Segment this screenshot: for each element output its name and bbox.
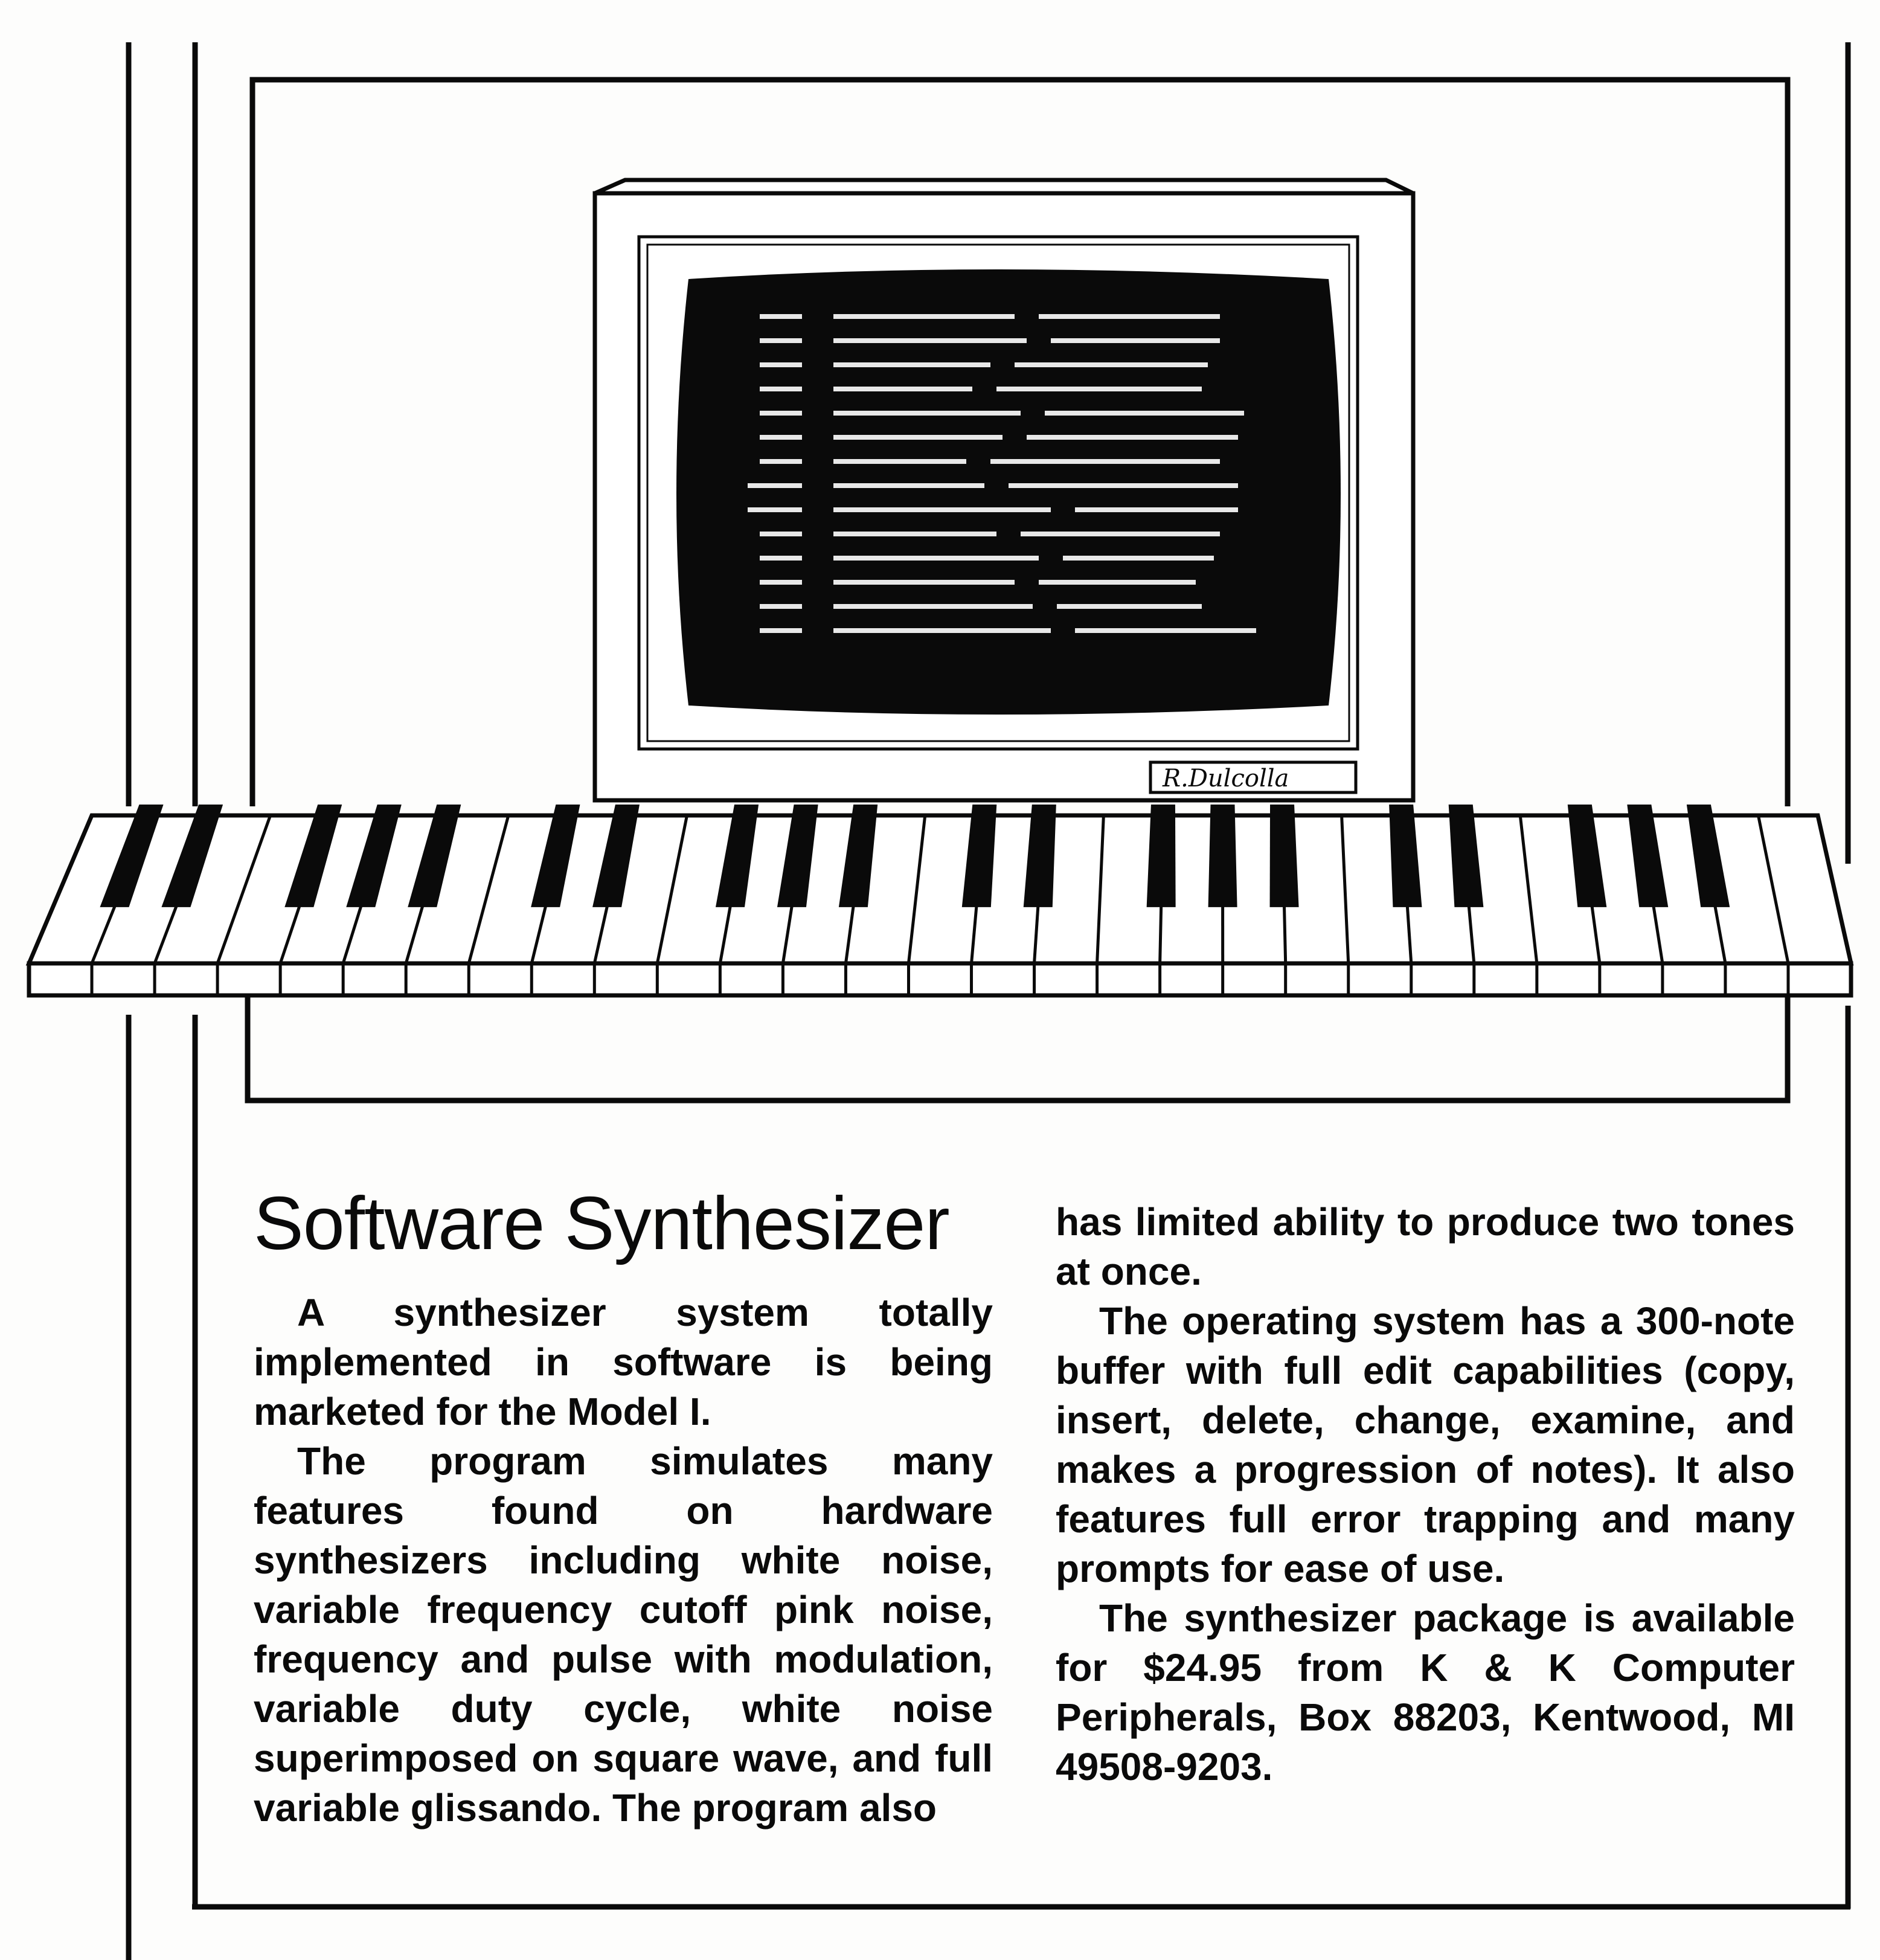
monitor-screen xyxy=(676,269,1341,715)
piano-keyboard xyxy=(29,805,1851,995)
paragraph-intro: A synthesizer system totally implemented in software is being marketed for the Model I. xyxy=(254,1291,993,1433)
paragraph-features: The program simulates many features found on hardware synthesizers including white noise, variable frequency cutoff pink noise, frequency and pulse with modulation, variable duty cycle, white noise superimposed on square wave, and full variable glissando. The program also xyxy=(254,1439,993,1830)
paragraph-operating-system: The operating system has a 300-note buffer with full edit capabilities (copy, insert, delete, change, examine, and makes a progression of notes). It also features full error trapping and many prompts for ease of use. xyxy=(1056,1299,1795,1590)
illustrator-signature: R.Dulcolla xyxy=(1163,765,1289,792)
black-key xyxy=(1270,805,1299,907)
illustration-frame-bottom xyxy=(248,991,1788,1100)
black-key xyxy=(1147,805,1176,907)
paragraph-features-continued: has limited ability to produce two tones at once. xyxy=(1056,1200,1795,1293)
article-title: Software Synthesizer xyxy=(254,1182,949,1265)
monitor xyxy=(595,180,1413,800)
black-key xyxy=(1208,805,1237,907)
paragraph-availability: The synthesizer package is available for $24.95 from K & K Computer Peripherals, Box 88203, Kentwood, MI 49508-9203. xyxy=(1056,1596,1795,1788)
article-right-column xyxy=(1056,1197,1795,1791)
article-left-column xyxy=(254,1288,993,1833)
